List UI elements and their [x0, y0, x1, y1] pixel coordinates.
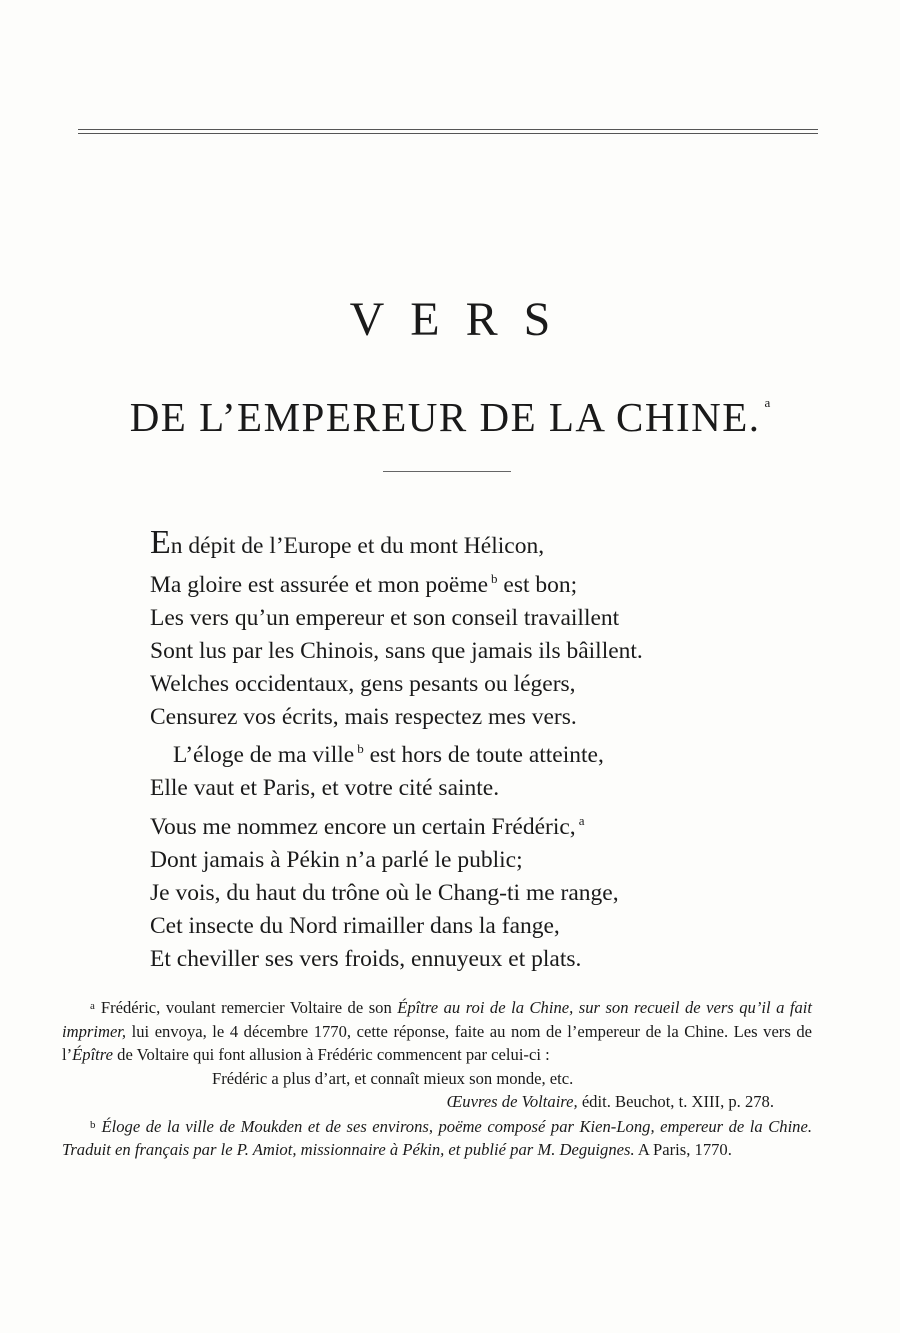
title-divider	[383, 471, 511, 472]
footnote-b	[62, 1114, 812, 1162]
poem-line-13: Et cheviller ses vers froids, ennuyeux et plats.	[150, 945, 582, 972]
footnote-a-quote: Frédéric a plus d’art, et connaît mieux son monde, etc.	[212, 1068, 574, 1088]
poem-line-8: Elle vaut et Paris, et votre cité sainte.	[150, 775, 500, 802]
footnote-a-text-2: lui envoya, le 4 décembre 1770, cette réponse, faite au nom de l’empereur de la Chine. Les vers de l’	[62, 1021, 812, 1064]
title-sub-text: DE L’EMPEREUR DE LA CHINE.	[129, 394, 761, 440]
footnote-mark-b-2: b	[357, 741, 364, 757]
poem-line-6: Censurez vos écrits, mais respectez mes vers.	[150, 703, 577, 730]
footnote-mark-b: b	[491, 570, 498, 586]
title-main: VERS	[349, 293, 577, 346]
poem-line-12: Cet insecte du Nord rimailler dans la fange,	[150, 912, 560, 939]
footnote-a-source-rest: édit. Beuchot, t. XIII, p. 278.	[577, 1092, 774, 1111]
footnote-mark-a: a	[578, 813, 585, 829]
title-footnote-mark: a	[764, 395, 771, 410]
poem-line-2-text: Ma gloire est assurée et mon poëme	[150, 571, 489, 598]
poem-line-2	[150, 563, 770, 602]
poem-line-10: Dont jamais à Pékin n’a parlé le public;	[150, 847, 523, 874]
poem-line-9	[150, 805, 770, 844]
poem-line-7-tail: est hors de toute atteinte,	[363, 742, 604, 769]
footnote-a-text-3: de Voltaire qui font allusion à Frédéric commencent par celui-ci :	[113, 1045, 550, 1064]
top-double-rule	[78, 129, 818, 134]
poem-line-11: Je vois, du haut du trône où le Chang-ti me range,	[150, 880, 619, 907]
poem-line-5: Welches occidentaux, gens pesants ou légers,	[150, 670, 576, 697]
poem-line-3: Les vers qu’un empereur et son conseil travaillent	[150, 604, 620, 631]
footnote-b-text: A Paris, 1770.	[634, 1140, 732, 1159]
footnote-b-italic: Éloge de la ville de Moukden et de ses environs, poëme composé par Kien-Long, empereur de la Chine. Traduit en français par le P. Amiot, missionnaire à Pékin, et publié par M. Deguignes.	[62, 1116, 812, 1159]
footnote-a-text-1: Frédéric, voulant remercier Voltaire de son	[100, 998, 398, 1017]
footnote-a	[62, 995, 812, 1067]
poem-line-7	[150, 733, 770, 772]
footnote-a-mark: a	[90, 1000, 95, 1012]
footnote-b-mark: b	[90, 1118, 96, 1131]
poem-line-2-tail: est bon;	[497, 571, 578, 598]
poem-line-1	[150, 524, 770, 563]
poem-line-9-text: Vous me nommez encore un certain Frédéric,	[150, 814, 576, 841]
footnote-a-italic-1: Épître au roi de la Chine, sur son recueil de vers qu’il a fait imprimer,	[62, 998, 812, 1041]
poem-line-1-text: n dépit de l’Europe et du mont Hélicon,	[170, 533, 545, 559]
poem	[150, 524, 770, 976]
footnote-a-source	[62, 1090, 812, 1114]
footnotes	[62, 995, 812, 1162]
title-sub	[0, 380, 900, 440]
footnote-a-italic-2: Épître	[72, 1045, 114, 1064]
drop-cap: E	[150, 524, 171, 561]
poem-line-4: Sont lus par les Chinois, sans que jamais ils bâillent.	[150, 637, 643, 664]
footnote-a-source-italic: Œuvres de Voltaire,	[446, 1092, 578, 1111]
poem-line-7-text: L’éloge de ma ville	[173, 742, 355, 769]
